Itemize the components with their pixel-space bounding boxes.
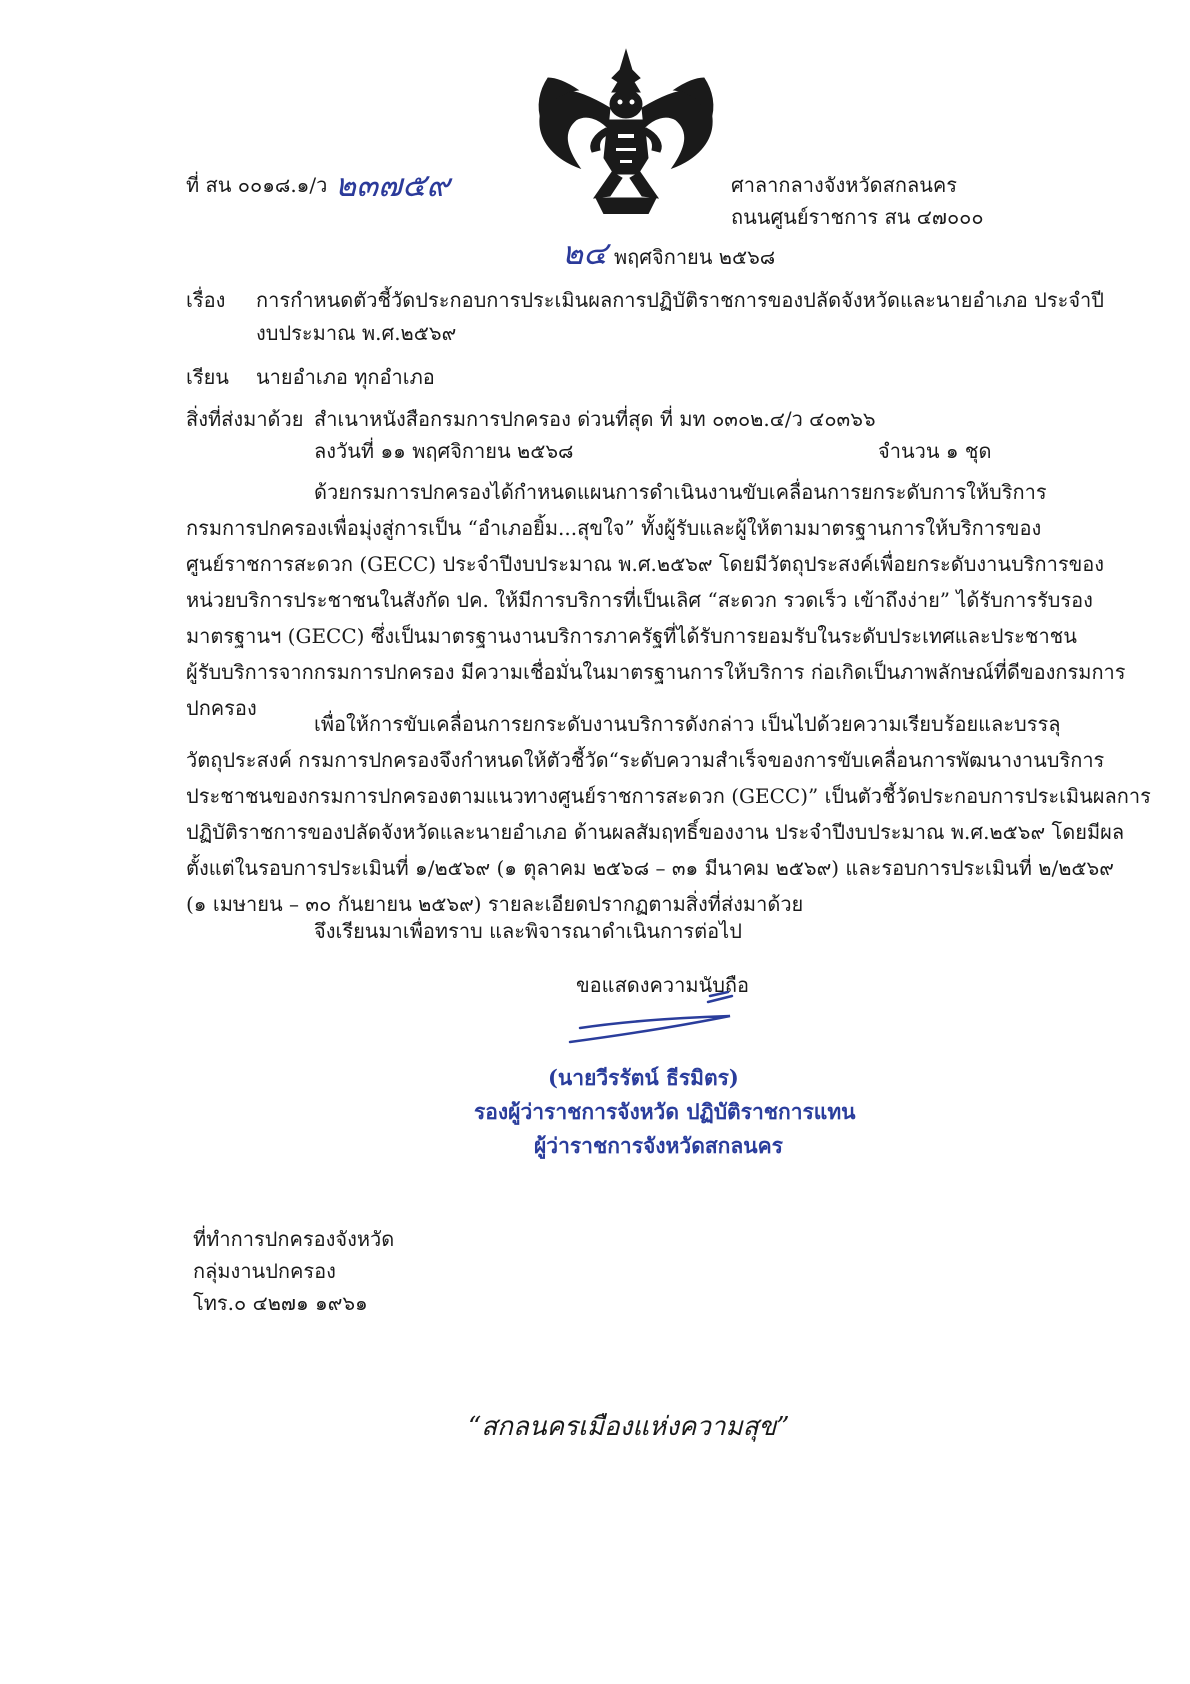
paragraph-line: ศูนย์ราชการสะดวก (GECC) ประจำปีงบประมาณ พ.ศ.๒๕๖๙ โดยมีวัตถุประสงค์เพื่อยกระดับงานบริการของ — [186, 552, 1105, 576]
date-month-year: พฤศจิกายน ๒๕๖๘ — [614, 245, 776, 269]
paragraph-line: ผู้รับบริการจากกรมการปกครอง มีความเชื่อมั่นในมาตรฐานการให้บริการ ก่อเกิดเป็นภาพลักษณ์ที่ดีของกรมการ — [186, 660, 1126, 684]
subject-line-1: การกำหนดตัวชี้วัดประกอบการประเมินผลการปฏิบัติราชการของปลัดจังหวัดและนายอำเภอ ประจำปี — [256, 288, 1104, 312]
closing-sentence: จึงเรียนมาเพื่อทราบ และพิจารณาดำเนินการต่อไป — [314, 919, 742, 943]
paragraph-line: วัตถุประสงค์ กรมการปกครองจึงกำหนดให้ตัวชี้วัด“ระดับความสำเร็จของการขับเคลื่อนการพัฒนางานบริการ — [186, 748, 1105, 772]
paragraph-line: ปกครอง — [186, 696, 257, 720]
subject-label: เรื่อง — [186, 288, 226, 312]
province-motto: “สกลนครเมืองแห่งความสุข” — [468, 1412, 790, 1442]
reference-number-handwritten: ๒๓๗๕๙ — [335, 166, 450, 204]
paragraph-line: มาตรฐานฯ (GECC) ซึ่งเป็นมาตรฐานงานบริการภาครัฐที่ได้รับการยอมรับในระดับประเทศและประชาชน — [186, 624, 1077, 648]
to-label: เรียน — [186, 365, 229, 389]
signer-position-1: รองผู้ว่าราชการจังหวัด ปฏิบัติราชการแทน — [474, 1099, 856, 1124]
paragraph-line: เพื่อให้การขับเคลื่อนการยกระดับงานบริการดังกล่าว เป็นไปด้วยความเรียบร้อยและบรรลุ — [314, 712, 1061, 736]
paragraph-line: กรมการปกครองเพื่อมุ่งสู่การเป็น “อำเภอยิ้ม...สุขใจ” ทั้งผู้รับและผู้ให้ตามมาตรฐานการให้บริการของ — [186, 516, 1042, 540]
signer-position-2: ผู้ว่าราชการจังหวัดสกลนคร — [534, 1133, 783, 1158]
office-name: ศาลากลางจังหวัดสกลนคร — [731, 173, 958, 197]
handwritten-signature-icon — [560, 990, 760, 1060]
footer-phone: โทร.๐ ๔๒๗๑ ๑๙๖๑ — [193, 1291, 368, 1315]
closing-salutation: ขอแสดงความนับถือ — [576, 973, 750, 997]
date-day-handwritten: ๒๔ — [562, 234, 608, 272]
paragraph-line: หน่วยบริการประชาชนในสังกัด ปค. ให้มีการบริการที่เป็นเลิศ “สะดวก รวดเร็ว เข้าถึงง่าย” ได้รับการรับรอง — [186, 588, 1093, 612]
office-address: ถนนศูนย์ราชการ สน ๔๗๐๐๐ — [731, 205, 984, 229]
subject-line-2: งบประมาณ พ.ศ.๒๕๖๙ — [256, 321, 457, 345]
attachment-line-1: สำเนาหนังสือกรมการปกครอง ด่วนที่สุด ที่ มท ๐๓๐๒.๔/ว ๔๐๓๖๖ — [314, 407, 876, 431]
body-paragraph-2 — [186, 706, 1151, 922]
attachment-label: สิ่งที่ส่งมาด้วย — [186, 407, 304, 431]
attachment-line-2: ลงวันที่ ๑๑ พฤศจิกายน ๒๕๖๘ — [314, 439, 574, 463]
paragraph-line: ตั้งแต่ในรอบการประเมินที่ ๑/๒๕๖๙ (๑ ตุลาคม ๒๕๖๘ – ๓๑ มีนาคม ๒๕๖๙) และรอบการประเมินที่ ๒/๒๕๖๙ — [186, 856, 1114, 880]
paragraph-line: ด้วยกรมการปกครองได้กำหนดแผนการดำเนินงานขับเคลื่อนการยกระดับการให้บริการ — [314, 480, 1047, 504]
body-paragraph-1 — [186, 474, 1126, 726]
paragraph-line: ประชาชนของกรมการปกครองตามแนวทางศูนย์ราชการสะดวก (GECC)” เป็นตัวชี้วัดประกอบการประเมินผลการ — [186, 784, 1151, 808]
signer-name: (นายวีรรัตน์ ธีรมิตร) — [548, 1065, 739, 1090]
to-value: นายอำเภอ ทุกอำเภอ — [256, 365, 435, 389]
garuda-emblem-icon — [536, 48, 716, 214]
paragraph-line: ปฏิบัติราชการของปลัดจังหวัดและนายอำเภอ ด้านผลสัมฤทธิ์ของงาน ประจำปีงบประมาณ พ.ศ.๒๕๖๙ โดยมีผล — [186, 820, 1125, 844]
footer-office: ที่ทำการปกครองจังหวัด — [193, 1227, 395, 1251]
paragraph-line: (๑ เมษายน – ๓๐ กันยายน ๒๕๖๙) รายละเอียดปรากฏตามสิ่งที่ส่งมาด้วย — [186, 892, 804, 916]
reference-number-label: ที่ สน ๐๐๑๘.๑/ว — [186, 173, 328, 197]
attachment-quantity: จำนวน ๑ ชุด — [878, 439, 992, 463]
footer-division: กลุ่มงานปกครอง — [193, 1259, 336, 1283]
